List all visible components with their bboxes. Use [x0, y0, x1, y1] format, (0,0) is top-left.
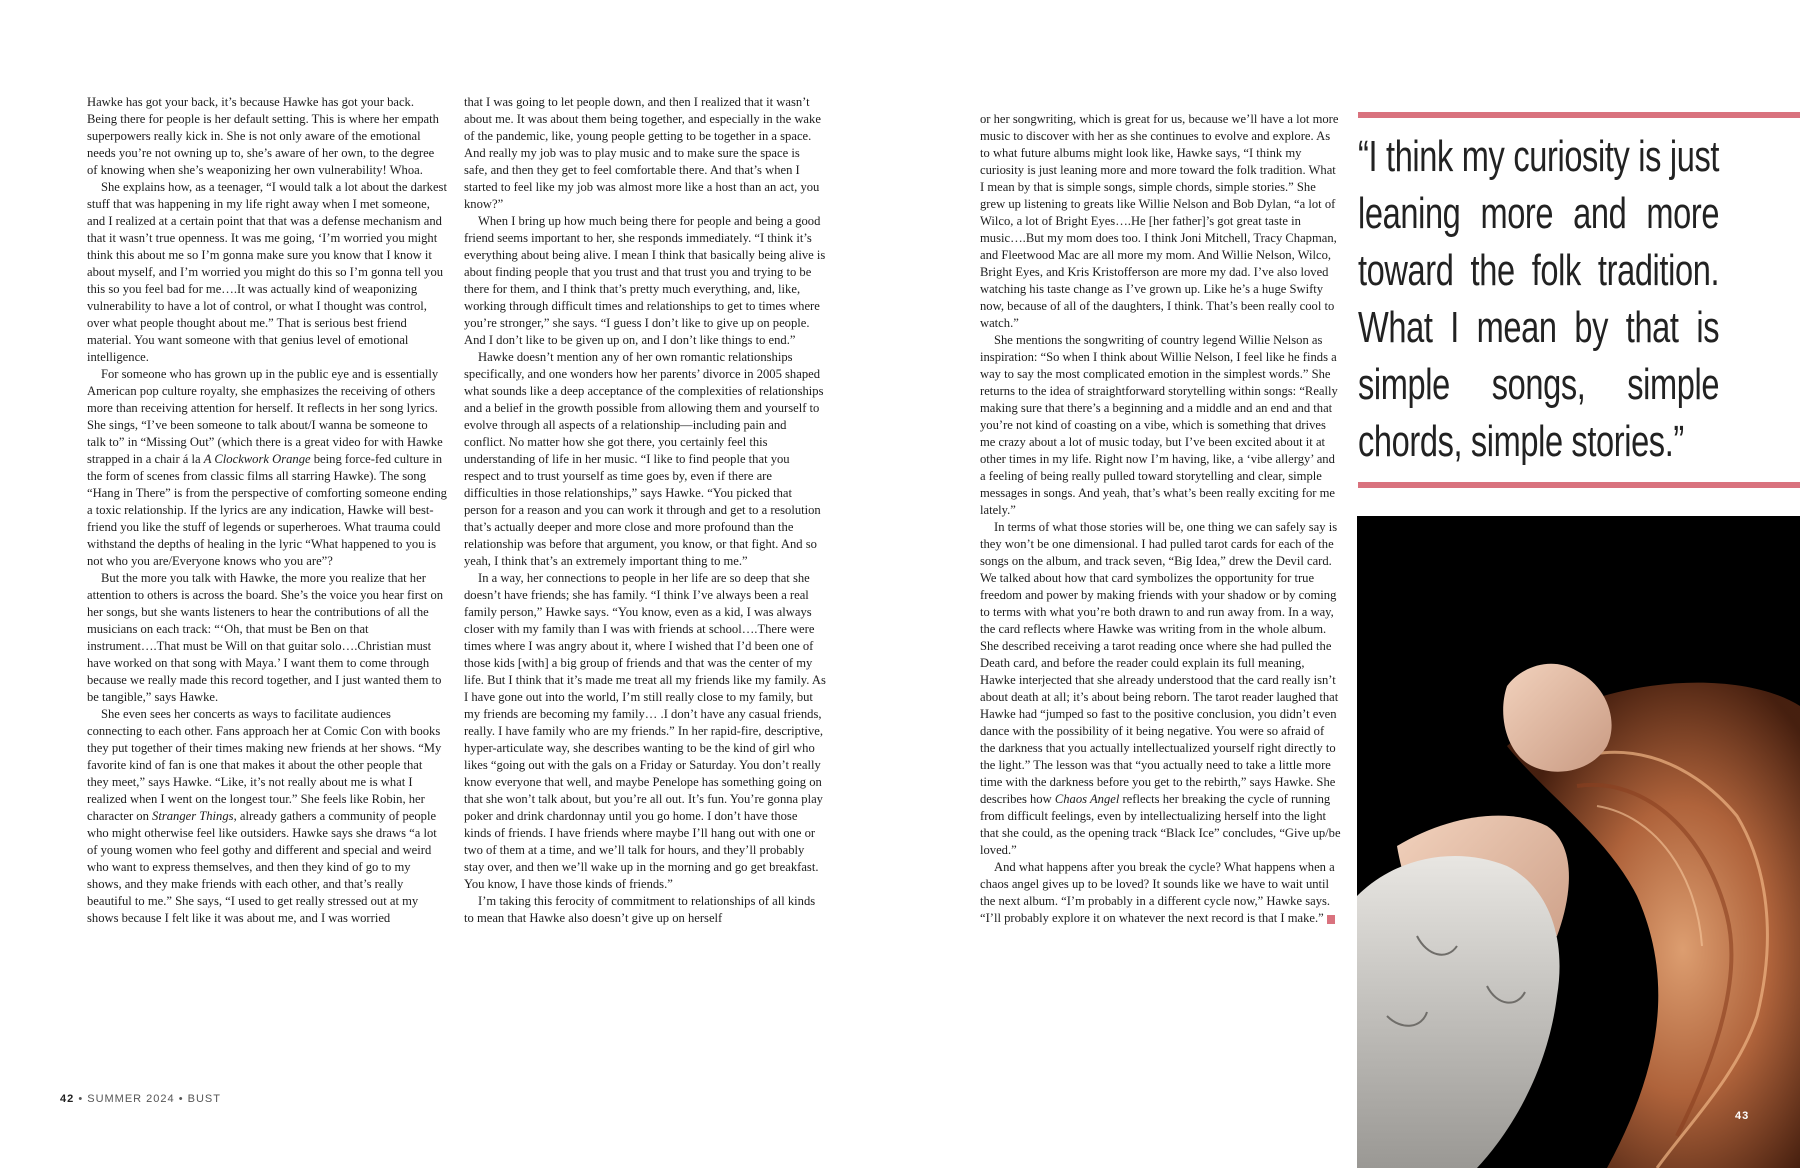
- paragraph: But the more you talk with Hawke, the more you realize that her attention to others is across the board. She’s the voice you hear first on her songs, but she wants listeners to hear the contributions of all the musicians on each track: “‘Oh, that must be Ben on that instrument….That must be Will on that guitar solo….Christian must have worked on that song with Maya.’ I want them to come through because we really made this record together, and I just wanted them to be tangible,” says Hawke.: [87, 571, 444, 704]
- end-mark-icon: B: [1327, 915, 1335, 924]
- paragraph: or her songwriting, which is great for us, because we’ll have a lot more music to discover with her as she continues to evolve and explore. As to what future albums might look like, Hawke says, “I think my curiosity is just leaning more and more toward the folk tradition. What I mean by that is simple songs, simple chords, simple stories.” She grew up listening to greats like Willie Nelson and Bob Dylan, “a lot of Wilco, a lot of Bright Eyes….He [her father]’s got great taste in music….But my mom does too. I think Joni Mitchell, Tracy Chapman, and Fleetwood Mac are all more my mom. And Willie Nelson, Wilco, Bright Eyes, and Kris Kristofferson are more my dad. I’ve also loved watching his taste change as I’ve grown up. Like he’s a huge Swifty now, because of all of the daughters, I think. That’s been really cool to watch.”: [980, 112, 1339, 330]
- paragraph: She explains how, as a teenager, “I would talk a lot about the darkest stuff that was happening in my life right away when I met someone, and I realized at a certain point that that was a defense mechanism and that it wasn’t true openness. It was me going, ‘I’m worried you might think this about me so I’m gonna make sure you know that I know it about myself, and I’m worried you might do this so I’m gonna tell you this so you feel bad for me….It was actually kind of weaponizing vulnerability to have a lot of control, or what I thought was control, over what people thought about me.” That is serious best friend material. You want someone with that genius level of emotional intelligence.: [87, 180, 447, 364]
- paragraph: Hawke has got your back, it’s because Hawke has got your back. Being there for people is her default setting. This is where her empath superpowers really kick in. She is not only aware of the emotional needs you’re not owning up to, she’s aware of her own, to the degree of knowing when she’s weaponizing her own vulnerability! Whoa.: [87, 95, 439, 177]
- pull-quote-rule-bottom: [1358, 482, 1800, 488]
- paragraph: In a way, her connections to people in her life are so deep that she doesn’t have friends; she has family. “I think I’ve always been a real family person,” Hawke says. “You know, even as a kid, I was always closer with my family than I was with friends at school….There were times where I was angry about it, where I wished that I’d been one of those kids [with] a big group of friends and that was the center of my life. But I think that it’s made me treat all my friends like my family. As I have gone out into the world, I’m still really close to my family, but my friends are becoming my family… .I don’t have any casual friends, really. I have family who are my friends.” In her rapid-fire, descriptive, hyper-articulate way, she describes wanting to be the kind of girl who likes “going out with the gals on a Friday or Saturday. You don’t really know everyone that well, and maybe Penelope has something going on that she won’t talk about, but you’re all out. It’s fun. You’re gonna play poker and drink chardonnay until you go home. I don’t have those kinds of friends. I have friends where maybe I’ll hang out with one or two of them at a time, and we’ll talk for hours, and they’ll probably stay over, and then we’ll wake up in the morning and go get breakfast. You know, I have those kinds of friends.”: [464, 571, 826, 891]
- pull-quote: “I think my curiosity is just leaning more and more toward the folk tradition. What I mean by that is simple songs, simple chords, simple stories.”: [1358, 132, 1720, 466]
- pull-quote-rule-top: [1358, 112, 1800, 118]
- page-number-right: 43: [1735, 1110, 1750, 1122]
- body-column-2: [464, 94, 826, 927]
- portrait-photo: [1357, 516, 1800, 1168]
- paragraph: She mentions the songwriting of country legend Willie Nelson as inspiration: “So when I think about Willie Nelson, I feel like he finds a way to say the most complicated emotion in the simplest words.” She returns to the idea of straightforward storytelling within songs: “Really making sure that there’s a beginning and a middle and an end and that you’re not kind of coasting on a vibe, which is something that drives me crazy about a lot of music today, but I’ve been excited about it at other times in my life. Right now I’m having, like, a ‘vibe allergy’ and a feeling of being really pulled toward storytelling and clear, simple messages in songs. And yeah, that’s what’s been really exciting for me lately.”: [980, 333, 1338, 517]
- page-number: 42: [60, 1093, 75, 1105]
- paragraph: Hawke doesn’t mention any of her own romantic relationships specifically, and one wonders how her parents’ divorce in 2005 shaped what sounds like a deep acceptance of the complexities of relationships and a belief in the growth possible from allowing them and yourself to evolve through all aspects of a relationship—including pain and conflict. No matter how she got there, you certainly feel this understanding of life in her music. “I like to find people that you respect and to trust yourself as time goes by, even if there are difficulties in those relationships,” says Hawke. “You picked that person for a reason and you can work it through and get to a resolution that’s actually deeper and more close and more profound than the relationship was before that argument, you know, or that fight. And so yeah, I think that’s an extremely important thing to me.”: [464, 350, 824, 568]
- folio-separator: •: [78, 1093, 88, 1105]
- paragraph: When I bring up how much being there for people and being a good friend seems important to her, she responds immediately. “I think it’s everything about being alive. I mean I think that basically being alive is about finding people that you trust and that trust you and trying to be there for them, and I think that’s pretty much everything, and, like, working through difficult times and relationships to get to times where you’re stronger,” she says. “I guess I don’t like to give up on people. And I don’t like to be given up on, and I don’t like things to end.”: [464, 214, 826, 347]
- issue-label: SUMMER 2024: [87, 1093, 175, 1105]
- paragraph: I’m taking this ferocity of commitment to relationships of all kinds to mean that Hawke also doesn’t give up on herself: [464, 894, 816, 925]
- folio-left: [60, 1093, 221, 1105]
- body-column-3: [980, 111, 1347, 927]
- folio-separator: •: [178, 1093, 188, 1105]
- paragraph: For someone who has grown up in the public eye and is essentially American pop culture royalty, she emphasizes the receiving of others more than receiving attention for herself. It reflects in her song lyrics. She sings, “I’ve been someone to talk about/I wanna be someone to talk to” in “Missing Out” (which there is a great video for with Hawke strapped in a chair á la A Clockwork Orange being force-fed culture in the form of scenes from classic films all starring Hawke). The song “Hang in There” is from the perspective of comforting someone ending a toxic relationship. If the lyrics are any indication, Hawke will best-friend you like the stuff of legends or superheroes. What trauma could withstand the depths of healing in the lyric “What happened to you is not who you are/Everyone knows who you are”?: [87, 367, 447, 568]
- body-column-1: [87, 94, 447, 927]
- paragraph: In terms of what those stories will be, one thing we can safely say is they won’t be one dimensional. I had pulled tarot cards for each of the songs on the album, and track seven, “Big Idea,” drew the Devil card. We talked about how that card symbolizes the opportunity for true freedom and power by making friends with your shadow or by coming to terms with what you’re both drawn to and run away from. In a way, the card reflects where Hawke was writing from in the whole album. She described receiving a tarot reading once where she had pulled the Death card, and before the reader could explain its full meaning, Hawke interjected that she already understood that the card really isn’t about death at all; it’s about being reborn. The tarot reader laughed that Hawke had “jumped so fast to the positive conclusion, you didn’t even dance with the possibility of it being negative. You were so afraid of the darkness that you actually intellectualized yourself right directly to the light.” The lesson was that “you actually need to take a little more time with the darkness before you get to the rebirth,” says Hawke. She describes how Chaos Angel reflects her breaking the cycle of running from difficult feelings, even by intellectualizing herself into the light that she could, as the opening track “Black Ice” concludes, “Give up/be loved.”: [980, 520, 1341, 857]
- paragraph: that I was going to let people down, and then I realized that it wasn’t about me. It was about them being together, and especially in the wake of the pandemic, like, young people getting to be together in a space. And really my job was to play music and to make sure the space is safe, and then they get to feel comfortable there. And that’s when I started to feel like my job was almost more like a host than an act, you know?”: [464, 95, 821, 211]
- magazine-name: BUST: [187, 1093, 221, 1105]
- paragraph: And what happens after you break the cycle? What happens when a chaos angel gives up to be loved? It sounds like we have to wait until the next album. “I’m probably in a different cycle now,” Hawke says. “I’ll probably explore it on whatever the next record is that I make.” B: [980, 860, 1347, 925]
- paragraph: She even sees her concerts as ways to facilitate audiences connecting to each other. Fans approach her at Comic Con with books they put together of their times making new friends at her shows. “My favorite kind of fan is one that makes it about the other people that they meet,” says Hawke. “Like, it’s not really about me is what I realized when I went on the longest tour.” She feels like Robin, her character on Stranger Things, already gathers a community of people who might otherwise feel like outsiders. Hawke says she draws “a lot of young women who feel gothy and different and special and weird who want to express themselves, and then they kind of go to my shows, and they make friends with each other, and that’s really beautiful to me.” She says, “I used to get really stressed out at my shows because I felt like it was about me, and I was worried: [87, 707, 442, 925]
- portrait-illustration: [1357, 516, 1800, 1168]
